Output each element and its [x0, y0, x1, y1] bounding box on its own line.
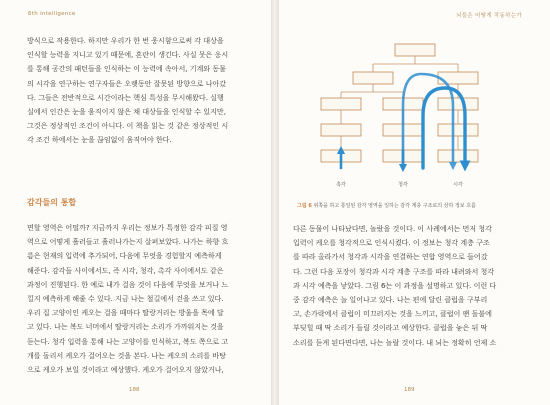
left-page: [0, 0, 271, 405]
text-line: 다. 그들은 전반적으로 시간이라는 핵심 특성을 무시해왔다. 실행: [27, 92, 224, 102]
text-line: 과정이 진행된다. 한 예로 내가 걸음 것이 다음에 무엇을 보거나 느: [27, 279, 229, 289]
hierarchy-box: [438, 98, 478, 110]
figure-label-hearing: 청각: [398, 182, 408, 188]
text-line: 고, 손가락에서 클럽이 미끄러지는 것을 느끼고, 클럽이 팬 돌불에: [293, 309, 492, 319]
text-line: 고 있다. 나는 복도 너머에서 딸랑거리는 소리가 가까워지는 것을: [27, 322, 224, 332]
text-line: 부딪힐 때 딱 소리가 들릴 것이라고 예상한다. 클럽을 놓은 뒤 딱: [293, 323, 488, 333]
text-line: 중 감각 예측은 늘 일어나고 있다. 나는 편에 달린 클럽을 구부리: [293, 295, 488, 305]
text-line: 소리를 듣게 된다면다면, 나는 놀랄 것이다. 내 뇌는 정확히 언제 소: [293, 337, 497, 347]
section-heading: 감각들의 통합: [27, 198, 77, 207]
figure-caption-text: 위쪽을 하고 통일된 감각 영역을 일하는 감각 계층 구조로의 상하 정보 흐름: [311, 203, 476, 209]
text-line: 해준다. 감각들 사이에서도, 즉 시각, 청각, 촉각 사이에서도 같은: [27, 265, 224, 275]
text-line: 듣는다. 청각 입력을 통해 나는 고양이를 인식하고, 복도 쪽으로 고: [27, 336, 229, 346]
running-head-left: 6th intelligence: [28, 11, 76, 17]
hierarchy-box: [321, 124, 361, 136]
text-line: 를 통해 공간의 패턴들을 인식하는 이 능력에 속아서, 기계와 동물: [27, 64, 226, 74]
text-line: 각 조건 하에서는 눈을 끊임없이 움직여야 한다.: [27, 135, 172, 145]
text-line: 개를 돌리서 케오가 걸어오는 것을 본다. 나는 케오의 소리를 바탕: [27, 350, 226, 360]
hierarchy-box: [438, 150, 478, 162]
text-line: 으로 케오가 보일 것이라고 예상했다. 케오가 걸어오지 않았거나,: [27, 365, 224, 375]
book-gutter: [271, 0, 279, 405]
text-line: 역으로 어떻게 흘러들고 흘러나가는지 살펴보았다. 나가는 하향 흐: [27, 237, 229, 247]
hierarchy-figure: [293, 28, 537, 200]
text-line: 의 시각을 연구하는 연구자들은 오랫동안 잘못된 방향으로 나아갔: [27, 78, 227, 88]
hierarchy-box: [438, 124, 478, 136]
page-number-right: 189: [404, 387, 415, 393]
body-paragraph-3: [293, 222, 538, 350]
body-paragraph-2: [27, 221, 257, 377]
text-line: 를 따라 올라가서 청각과 시각을 연결하는 연합 영역으로 들어갔: [293, 252, 488, 262]
text-line: 과 시각 예측을 낳았다. 그림 6는 이 과정을 설명하고 있다. 이런 다: [293, 280, 497, 290]
text-line: 입력이 케오를 청각적으로 인식시켰다. 이 정보는 청각 계층 구조: [293, 238, 490, 248]
right-page: [279, 0, 550, 405]
text-line: 우리 집 고양이인 케오는 걸을 때마다 딸랑거리는 방울을 목에 달: [27, 308, 224, 318]
figure-number: 그림 6: [297, 203, 312, 209]
text-line: 면할 영역은 어떨까? 지금까지 우리는 정보가 특정한 감각 피질 영: [27, 223, 228, 232]
text-line: 다. 그런 다음 포장이 청각과 시각 계층 구조를 따라 내려와서 청각: [293, 266, 495, 276]
running-head-right: 뇌들은 어떻게 작동하는가: [456, 13, 522, 19]
page-number-left: 188: [129, 387, 140, 393]
text-line: 인식할 능력을 지니고 있기 때문에, 혼란이 생긴다. 사실 뭇은 응시: [27, 50, 229, 60]
text-line: 름은 현재의 입력에 추가되어, 다음에 무엇을 경험할지 예측하게: [27, 251, 222, 261]
figure-caption: [297, 202, 476, 209]
text-line: 낄지 예측하게 해줄 수 있다. 지금 나는 철길에서 걷을 쓰고 있다.: [27, 294, 224, 304]
figure-label-vision: 시각: [453, 182, 463, 188]
text-line: 다른 동물이 나타났다면, 놀랐을 것이다. 이 사례에서는 먼저 청각: [293, 224, 492, 233]
hierarchy-box: [353, 72, 393, 84]
body-paragraph-1: [27, 34, 257, 148]
text-line: 방식으로 작용한다. 하지만 우리가 한 번 웅시함으로써 각 대상을: [27, 36, 224, 45]
text-line: 그것은 정상적인 조건이 아니다. 이 책을 읽는 것 같은 정상적인 시: [27, 121, 229, 131]
hierarchy-box: [321, 98, 361, 110]
figure-label-touch: 촉각: [336, 182, 346, 188]
hierarchy-box-top: [395, 44, 435, 56]
text-line: 실에서 인간은 눈을 움직이지 않은 채 대상들을 인식할 수 있지만,: [27, 107, 226, 117]
